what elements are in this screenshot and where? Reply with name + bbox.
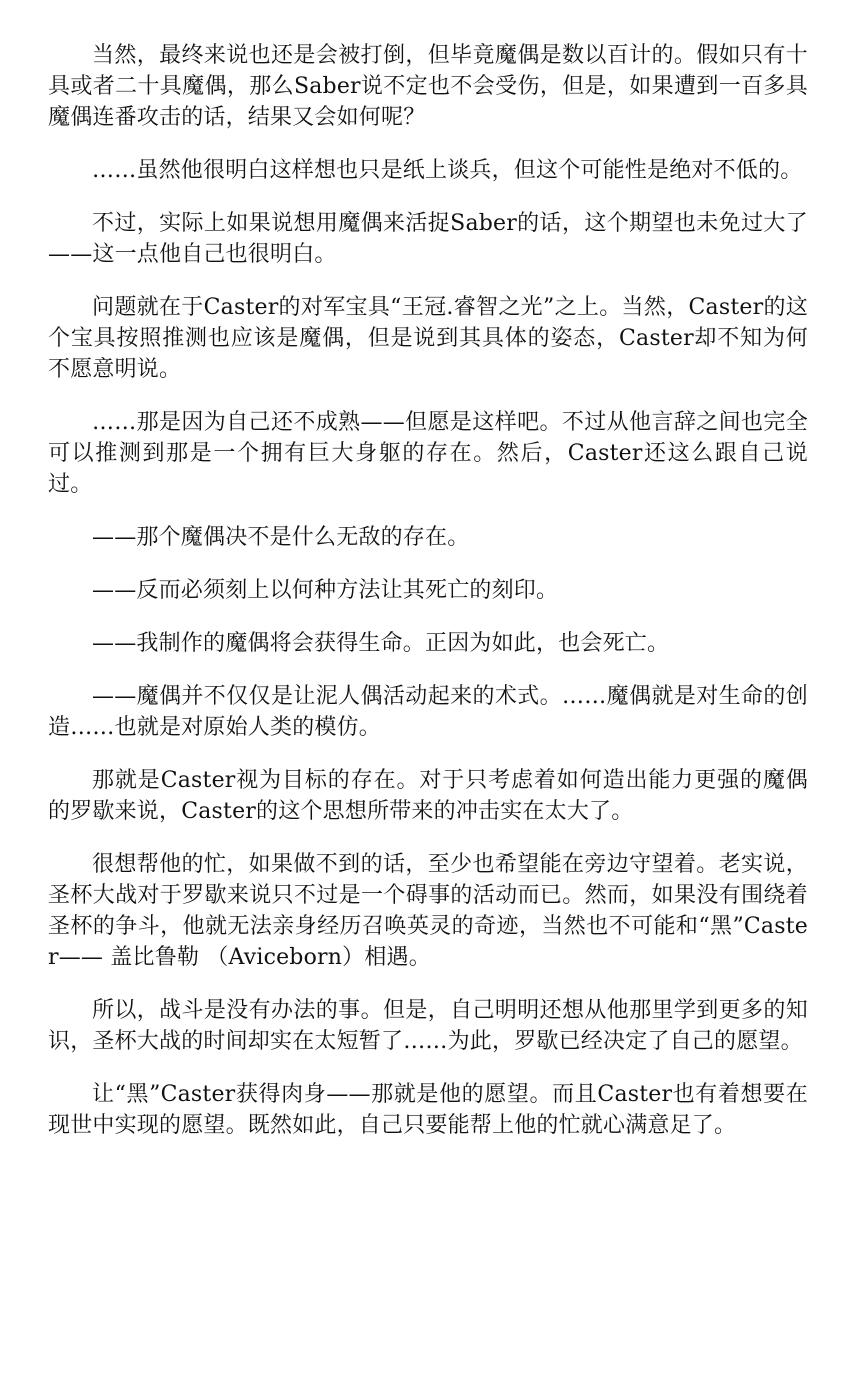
document-page — [48, 40, 808, 1163]
paragraph-6: ——那个魔偶决不是什么无敌的存在。 — [92, 525, 470, 550]
paragraph-12: 所以，战斗是没有办法的事。但是，自己明明还想从他那里学到更多的知识，圣杯大战的时间却实在太短暂了……为此，罗歇已经决定了自己的愿望。 — [48, 998, 808, 1054]
paragraph-7: ——反而必须刻上以何种方法让其死亡的刻印。 — [92, 578, 559, 603]
paragraph-13: 让“黑”Caster获得肉身——那就是他的愿望。而且Caster也有着想要在现世中实现的愿望。既然如此，自己只要能帮上他的忙就心满意足了。 — [48, 1082, 809, 1138]
paragraph-5: ……那是因为自己还不成熟——但愿是这样吧。不过从他言辞之间也完全可以推测到那是一个拥有巨大身躯的存在。然后，Caster还这么跟自己说过。 — [48, 410, 808, 497]
paragraph-10: 那就是Caster视为目标的存在。对于只考虑着如何造出能力更强的魔偶的罗歇来说，Caster的这个思想所带来的冲击实在太大了。 — [48, 768, 808, 824]
paragraph-8: ——我制作的魔偶将会获得生命。正因为如此，也会死亡。 — [92, 631, 670, 656]
paragraph-3: 不过，实际上如果说想用魔偶来活捉Saber的话，这个期望也未免过大了——这一点他自己也很明白。 — [48, 211, 808, 267]
paragraph-9: ——魔偶并不仅仅是让泥人偶活动起来的术式。……魔偶就是对生命的创造……也就是对原始人类的模仿。 — [48, 684, 808, 740]
paragraph-4: 问题就在于Caster的对军宝具“王冠.睿智之光”之上。当然，Caster的这个宝具按照推测也应该是魔偶，但是说到其具体的姿态，Caster却不知为何不愿意明说。 — [48, 295, 808, 382]
paragraph-11: 很想帮他的忙，如果做不到的话，至少也希望能在旁边守望着。老实说，圣杯大战对于罗歇来说只不过是一个碍事的活动而已。然而，如果没有围绕着圣杯的争斗，他就无法亲身经历召唤英灵的奇迹，当然也不可能和“黑”Caster—— 盖比鲁勒 （Aviceborn）相遇。 — [48, 852, 808, 970]
paragraph-1: 当然，最终来说也还是会被打倒，但毕竟魔偶是数以百计的。假如只有十具或者二十具魔偶，那么Saber说不定也不会受伤，但是，如果遭到一百多具魔偶连番攻击的话，结果又会如何呢？ — [48, 43, 808, 130]
paragraph-2: ……虽然他很明白这样想也只是纸上谈兵，但这个可能性是绝对不低的。 — [92, 158, 803, 183]
